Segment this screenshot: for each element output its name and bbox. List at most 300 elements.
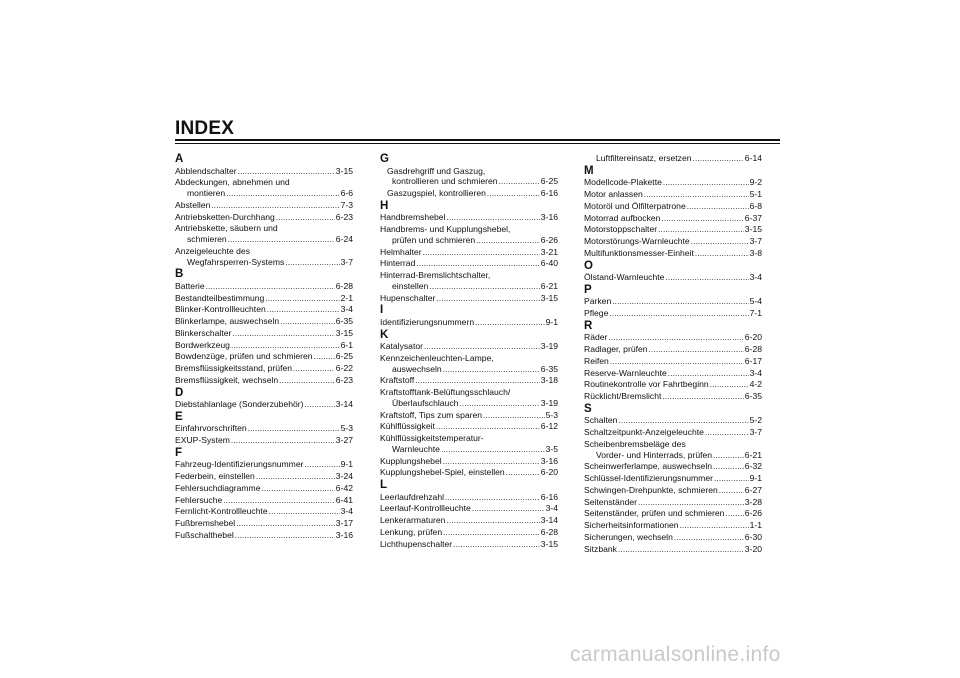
index-entry [175,363,353,375]
dot-leader [228,234,335,246]
dot-leader [236,518,335,530]
index-entry-text: montieren [187,188,226,198]
dot-leader [658,224,744,236]
index-entry-page: 3-15 [540,538,558,549]
index-column-1 [175,153,353,542]
index-entry-page: 3-16 [540,455,558,466]
index-entry-page: 4-2 [749,379,762,390]
section-letter: O [584,259,593,272]
dot-leader [256,471,335,483]
section-letter: B [175,268,184,281]
dot-leader [476,235,540,247]
section-letter: S [584,402,592,415]
index-entry-page: 3-21 [540,246,558,257]
index-entry-page: 7-3 [340,199,353,210]
section-letter: P [584,283,592,296]
dot-leader [714,473,749,485]
index-entry-page: 6-35 [540,363,558,374]
dot-leader [665,272,748,284]
dot-leader [649,344,744,356]
index-entry-text: Fahrzeug-Identifizierungsnummer [175,459,304,470]
index-entry [584,272,762,284]
dot-leader [423,247,540,259]
index-entry-page: 3-27 [335,435,353,445]
index-entry-text: Multifunktionsmesser-Einheit [584,247,694,258]
index-entry-text: Fernlicht-Kontrollleuchte [175,506,268,517]
index-entry-page: 6-41 [335,494,353,505]
index-entry-text: schmieren [187,234,227,244]
index-entry-page: 7-1 [749,308,762,318]
section-letter: G [380,153,389,165]
index-entry [380,503,558,515]
index-entry-text: Leerlaufdrehzahl [380,491,445,502]
index-entry-text: Lenkung, prüfen [380,526,443,537]
index-entry-page: 6-1 [340,339,353,350]
index-entry-text: Parken [584,296,612,307]
index-entry-text: auswechseln [392,363,442,374]
index-entry-page: 6-28 [744,344,762,354]
index-entry-page: 6-12 [540,421,558,432]
dot-leader [662,391,743,403]
index-entry-text: Leerlauf-Kontrollleuchte [380,503,471,514]
index-entry [175,304,353,316]
index-entry-page: 3-4 [340,304,353,315]
index-entry-text: Fußschalthebel [175,529,234,540]
dot-leader [695,248,749,260]
dot-leader [475,317,544,329]
index-entry-page: 6-25 [540,176,558,187]
index-entry [175,281,353,293]
index-entry [584,248,762,260]
index-entry [380,176,558,188]
index-entry-text: Warnleuchte [392,443,440,454]
index-entry-text: Handbremshebel [380,212,446,223]
page-title: INDEX [175,118,235,139]
section-letter: I [380,304,384,317]
index-entry-text: kontrollieren und schmieren [392,176,498,187]
index-entry-text: Motor anlassen [584,189,643,199]
index-entry [584,344,762,356]
index-entry [584,508,762,520]
index-entry [584,391,762,403]
dot-leader [713,461,744,473]
index-entry [175,459,353,471]
index-entry [584,224,762,236]
index-entry-page: 6-35 [335,316,353,326]
index-entry [584,153,762,165]
dot-leader [248,423,340,435]
dot-leader [483,410,545,422]
index-entry [175,316,353,328]
index-entry-text: Helmhalter [380,246,422,257]
index-entry [380,456,558,468]
index-entry-page: 1-1 [749,520,762,530]
index-entry-page: 6-16 [540,491,558,502]
index-entry-page: 3-7 [749,427,762,437]
index-entry [380,410,558,422]
index-entry [175,166,353,178]
index-entry-page: 6-37 [744,212,762,223]
dot-leader [305,399,335,411]
dot-leader [472,503,545,515]
index-entry-label: Kraftstofftank-Belüftungsschlauch/ [380,387,511,397]
index-entry-text: Blinker-Kontrollleuchten [175,304,266,315]
dot-leader [424,341,540,353]
dot-leader [441,444,545,456]
dot-leader [445,492,540,504]
index-entry-text: Reserve-Warnleuchte [584,367,667,378]
index-entry [380,188,558,200]
title-rule-thin [175,143,780,144]
index-entry-text: Federbein, einstellen [175,471,255,481]
dot-leader [415,375,540,387]
index-entry [380,421,558,433]
index-entry-text: einstellen [392,280,429,291]
dot-leader [436,421,540,433]
index-column-3 [584,153,762,555]
index-entry [584,177,762,189]
index-entry-text: Bremsflüssigkeitsstand, prüfen [175,363,293,373]
index-entry [380,281,558,293]
index-entry-page: 3-17 [335,518,353,528]
index-entry [380,398,558,410]
index-entry [380,375,558,387]
index-entry [584,332,762,344]
index-entry-page: 9-1 [545,316,558,327]
index-entry-text: Bremsflüssigkeit, wechseln [175,374,279,385]
index-entry [175,506,353,518]
index-entry-text: Fehlersuchdiagramme [175,482,261,493]
index-entry-text: Blinkerlampe, auswechseln [175,316,280,326]
index-entry-page: 3-8 [749,247,762,258]
index-entry-page: 3-14 [335,399,353,409]
index-entry-page: 6-30 [744,531,762,542]
index-entry-text: Kupplungshebel-Spiel, einstellen [380,467,505,478]
index-entry [380,247,558,259]
index-entry-page: 6-20 [744,332,762,343]
index-entry-text: Bordwerkzeug [175,339,230,350]
index-entry-text: Identifizierungsnummern [380,316,475,327]
index-entry [175,200,353,212]
index-entry [584,379,762,391]
dot-leader [661,213,743,225]
index-entry-page: 3-16 [540,212,558,223]
index-entry-page: 6-6 [340,188,353,198]
dot-leader [265,293,339,305]
dot-leader [429,281,539,293]
index-entry-page: 6-24 [335,234,353,244]
index-entry-page: 6-8 [749,200,762,211]
dot-leader [644,189,749,201]
dot-leader [713,450,744,462]
index-entry-page: 6-28 [335,280,353,291]
index-entry-text: Bowdenzüge, prüfen und schmieren [175,351,313,362]
dot-leader [719,485,744,497]
index-entry [584,520,762,532]
index-entry-text: Lichthupenschalter [380,538,453,549]
index-entry-text: Sicherungen, wechseln [584,531,673,542]
index-entry-text: Gaszugspiel, kontrollieren [387,188,486,198]
index-entry [584,296,762,308]
index-entry [175,518,353,530]
dot-leader [710,379,749,391]
index-entry-text: Seitenständer, prüfen und schmieren [584,508,725,519]
dot-leader [725,508,743,520]
index-entry [584,415,762,427]
index-entry [584,368,762,380]
dot-leader [235,530,335,542]
section-letter: D [175,386,184,399]
index-entry [584,356,762,368]
index-entry-text: Sicherheitsinformationen [584,520,679,530]
index-entry [380,492,558,504]
index-entry-label: Antriebskette, säubern und [175,223,278,234]
index-entry-text: Motoröl und Ölfilterpatrone [584,200,686,211]
index-entry [175,375,353,387]
index-column-2 [380,153,558,550]
index-entry-label: Anzeigeleuchte des [175,245,251,256]
index-entry-text: Kraftstoff, Tips zum sparen [380,409,483,420]
index-entry-page: 3-4 [749,272,762,282]
dot-leader [314,351,335,363]
index-entry-text: Bestandteilbestimmung [175,292,265,303]
index-entry [584,201,762,213]
dot-leader [279,375,335,387]
index-entry [175,423,353,435]
dot-leader [663,177,749,189]
section-letter: R [584,319,593,332]
index-entry-page: 6-14 [744,153,762,163]
index-entry-text: Vorder- und Hinterrads, prüfen [596,449,713,460]
index-entry-text: Katalysator [380,341,423,351]
index-entry-text: Räder [584,332,608,343]
index-entry-page: 6-16 [540,188,558,198]
index-entry-page: 6-23 [335,211,353,222]
index-entry-text: Routinekontrolle vor Fahrtbeginn [584,379,709,390]
dot-leader [267,304,340,316]
index-entry-text: Ölstand-Warnleuchte [584,272,665,282]
index-entry [380,212,558,224]
section-letter: K [380,328,389,341]
dot-leader [293,363,335,375]
index-entry-text: Rücklicht/Bremslicht [584,391,662,401]
index-entry-page: 9-1 [749,473,762,483]
index-entry [175,399,353,411]
dot-leader [609,308,748,320]
section-letter: H [380,199,389,212]
dot-leader [206,281,335,293]
index-entry-text: Scheinwerferlampe, auswechseln [584,461,713,472]
dot-leader [238,166,335,178]
dot-leader [280,316,335,328]
index-entry-page: 5-3 [340,423,353,434]
index-entry [584,450,762,462]
section-letter: M [584,164,594,177]
index-entry-label: Hinterrad-Bremslichtschalter, [380,270,491,280]
index-entry-page: 3-15 [335,165,353,176]
dot-leader [276,212,335,224]
index-entry-page: 3-19 [540,397,558,408]
index-entry-text: Motorstoppschalter [584,224,658,235]
index-entry-page: 3-18 [540,375,558,386]
index-entry-page: 6-21 [540,280,558,291]
index-entry-text: Hinterrad [380,258,416,269]
dot-leader [674,532,744,544]
index-entry-text: Kraftstoff [380,375,415,386]
dot-leader [668,368,749,380]
index-entry [584,532,762,544]
dot-leader [446,515,539,527]
index-entry-page: 5-4 [749,296,762,307]
index-entry [175,530,353,542]
section-letter: L [380,479,388,491]
dot-leader [693,153,744,165]
index-entry-page: 3-4 [545,503,558,514]
index-entry-page: 6-25 [335,351,353,362]
index-entry-label: Abdeckungen, abnehmen und [175,177,290,188]
index-entry-page: 3-28 [744,496,762,507]
index-entry [380,539,558,551]
index-entry-text: Modellcode-Plakette [584,177,662,188]
dot-leader [223,495,335,507]
index-entry-text: Schalten [584,415,618,426]
dot-leader [608,332,743,344]
index-entry [584,473,762,485]
index-entry-text: Blinkerschalter [175,327,232,338]
dot-leader [211,200,339,212]
index-entry-text: Fehlersuche [175,494,223,505]
index-entry [380,527,558,539]
index-entry-page: 6-26 [540,234,558,245]
index-entry-text: Lenkerarmaturen [380,515,446,525]
index-entry-label: Kühlflüssigkeitstemperatur- [380,433,484,443]
index-entry-label: Handbrems- und Kupplungshebel, [380,224,511,234]
index-entry-page: 6-28 [540,526,558,537]
index-entry-text: Fußbremshebel [175,518,236,528]
index-entry-page: 3-20 [744,543,762,554]
dot-leader [506,467,540,479]
watermark: carmanualsonline.info [570,643,781,666]
index-entry [175,495,353,507]
index-entry-text: Schaltzeitpunkt-Anzeigeleuchte [584,427,704,437]
index-entry [175,293,353,305]
index-entry-page: 5-2 [749,415,762,426]
index-entry [584,308,762,320]
index-entry [584,461,762,473]
index-entry [380,341,558,353]
index-entry-page: 6-40 [540,258,558,269]
index-entry [175,471,353,483]
index-entry-page: 9-1 [340,459,353,470]
index-entry [175,340,353,352]
dot-leader [487,188,540,200]
index-entry-text: EXUP-System [175,435,230,445]
section-letter: E [175,410,183,423]
index-entry [380,317,558,329]
index-entry [584,213,762,225]
index-entry [584,497,762,509]
section-letter: F [175,446,183,459]
index-entry [175,234,353,246]
index-entry-text: Schlüssel-Identifizierungsnummer [584,473,713,483]
index-entry-text: Sitzbank [584,543,617,554]
dot-leader [618,415,748,427]
index-entry [380,258,558,270]
index-entry [175,435,353,447]
index-entry-label: Kennzeichenleuchten-Lampe, [380,352,494,363]
dot-leader [705,427,749,439]
index-entry [380,293,558,305]
dot-leader [612,296,748,308]
dot-leader [453,539,540,551]
dot-leader [269,506,340,518]
index-entry-page: 3-15 [744,224,762,235]
dot-leader [687,201,749,213]
index-entry-page: 3-5 [545,443,558,454]
dot-leader [459,398,539,410]
index-entry-page: 3-15 [335,327,353,338]
index-entry-page: 6-17 [744,355,762,366]
index-entry [380,364,558,376]
index-entry-page: 6-22 [335,363,353,373]
dot-leader [262,483,335,495]
index-entry-page: 5-3 [545,409,558,420]
index-entry-page: 6-42 [335,482,353,493]
dot-leader [443,364,540,376]
index-entry-text: Seitenständer [584,496,638,507]
index-entry-page: 5-1 [749,189,762,199]
index-entry-page: 9-2 [749,177,762,188]
index-entry-page: 3-7 [749,236,762,246]
dot-leader [305,459,340,471]
index-entry-text: Pflege [584,308,609,318]
index-entry-label: Gasdrehgriff und Gaszug, [387,165,486,176]
dot-leader [226,188,339,200]
index-entry-page: 6-32 [744,461,762,472]
dot-leader [499,176,540,188]
index-entry [175,188,353,200]
index-entry-page: 6-21 [744,449,762,460]
index-entry-text: Einfahrvorschriften [175,423,247,434]
index-entry [380,515,558,527]
index-entry-page: 3-7 [340,256,353,267]
index-entry [380,467,558,479]
dot-leader [443,527,540,539]
index-entry-text: Abstellen [175,199,211,210]
dot-leader [231,435,335,447]
index-entry [584,189,762,201]
dot-leader [416,258,539,270]
dot-leader [231,340,340,352]
index-entry-page: 3-14 [540,515,558,525]
index-entry-page: 6-26 [744,508,762,519]
dot-leader [618,544,744,556]
index-entry [175,212,353,224]
index-entry-text: Kühlflüssigkeit [380,421,435,432]
index-entry-text: Abblendschalter [175,165,237,176]
index-entry-page: 3-16 [335,529,353,540]
index-entry-text: Luftfiltereinsatz, ersetzen [596,153,692,163]
index-entry [175,483,353,495]
dot-leader [680,520,749,532]
index-entry [175,351,353,363]
index-entry-text: Motorstörungs-Warnleuchte [584,236,690,246]
index-entry-page: 6-23 [335,374,353,385]
index-entry-text: Wegfahrsperren-Systems [187,256,285,267]
title-rule [175,139,780,141]
index-entry-text: Batterie [175,280,205,291]
dot-leader [443,456,540,468]
